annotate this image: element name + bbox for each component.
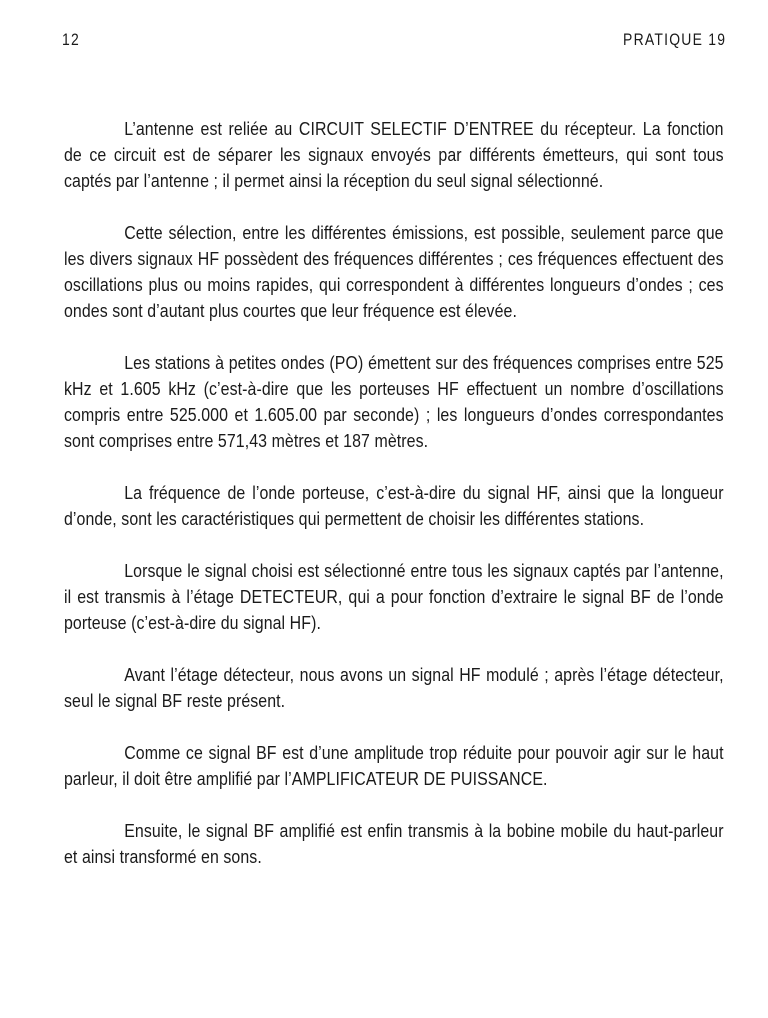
paragraph-avant-detecteur: Avant l’étage détecteur, nous avons un signal HF modulé ; après l’étage détecteur, seul le signal BF reste présent. — [64, 664, 724, 711]
paragraph-onde-porteuse: La fréquence de l’onde porteuse, c’est-à-dire du signal HF, ainsi que la longueur d’onde, sont les caractéristiques qui permettent de choisir les différentes stations. — [64, 482, 724, 529]
page-header — [62, 30, 726, 54]
body-text — [64, 116, 724, 896]
running-title: PRATIQUE 19 — [623, 30, 727, 49]
paragraph-amplificateur: Comme ce signal BF est d’une amplitude trop réduite pour pouvoir agir sur le haut parleur, il doit être amplifié par l’AMPLIFICATEUR DE PUISSANCE. — [64, 742, 724, 789]
paragraph-selection: Cette sélection, entre les différentes émissions, est possible, seulement parce que les divers signaux HF possèdent des fréquences différentes ; ces fréquences effectuent des oscillations plus ou moins rapides, qui correspondent à différentes longueurs d’ondes ; ces ondes sont d’autant plus courtes que leur fréquence est élevée. — [64, 222, 724, 321]
paragraph-petites-ondes: Les stations à petites ondes (PO) émettent sur des fréquences comprises entre 525 kHz et 1.605 kHz (c’est-à-dire que les porteuses HF effectuent un nombre d’oscillations compris entre 525.000 et 1.605.00 par seconde) ; les longueurs d’ondes correspondantes sont comprises entre 571,43 mètres et 187 mètres. — [64, 352, 724, 451]
paragraph-detecteur: Lorsque le signal choisi est sélectionné entre tous les signaux captés par l’antenne, il est transmis à l’étage DETECTEUR, qui a pour fonction d’extraire le signal BF de l’onde porteuse (c’est-à-dire du signal HF). — [64, 560, 724, 633]
page-number: 12 — [62, 30, 80, 49]
paragraph-circuit-selectif: L’antenne est reliée au CIRCUIT SELECTIF D’ENTREE du récepteur. La fonction de ce circuit est de séparer les signaux envoyés par différents émetteurs, qui sont tous captés par l’antenne ; il permet ainsi la réception du seul signal sélectionné. — [64, 118, 724, 191]
paragraph-haut-parleur: Ensuite, le signal BF amplifié est enfin transmis à la bobine mobile du haut-parleur et ainsi transformé en sons. — [64, 820, 724, 867]
